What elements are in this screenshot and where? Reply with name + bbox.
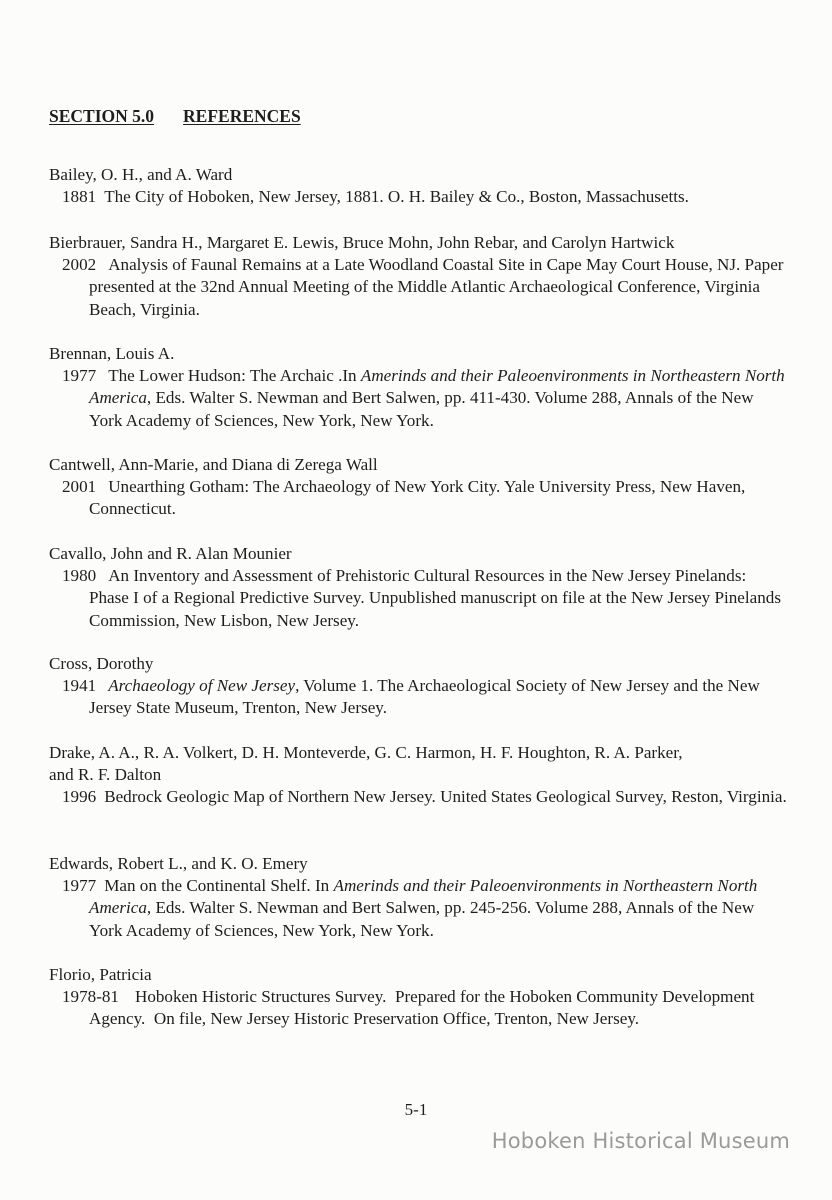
reference-year: 1977 — [62, 366, 97, 386]
reference-source-title: Amerinds and their Paleoenvironments in Northeastern North America — [89, 366, 785, 408]
reference-citation — [49, 476, 789, 520]
reference-entry — [49, 164, 789, 208]
reference-year: 1978-81 — [62, 987, 119, 1007]
reference-citation — [49, 565, 789, 632]
reference-year: 1977 — [62, 876, 97, 896]
reference-entry — [49, 232, 789, 321]
reference-text: Hoboken Historic Structures Survey. Prepared for the Hoboken Community Development Agency. On file, New Jersey Historic Preservation Office, Trenton, New Jersey. — [89, 987, 758, 1029]
reference-authors: Bierbrauer, Sandra H., Margaret E. Lewis, Bruce Mohn, John Rebar, and Carolyn Hartwick — [49, 233, 675, 252]
reference-year: 1881 — [62, 187, 97, 207]
reference-authors: Florio, Patricia — [49, 965, 152, 984]
reference-text: The City of Hoboken, New Jersey, 1881. O. H. Bailey & Co., Boston, Massachusetts. — [104, 187, 689, 207]
museum-watermark: Hoboken Historical Museum — [491, 1129, 790, 1153]
reference-citation — [49, 786, 789, 808]
reference-citation — [49, 986, 789, 1030]
reference-entry — [49, 742, 789, 809]
reference-text: Man on the Continental Shelf. In — [104, 876, 334, 896]
reference-year: 1941 — [62, 676, 97, 696]
reference-entry — [49, 543, 789, 632]
reference-entry — [49, 853, 789, 942]
reference-authors: Cross, Dorothy — [49, 654, 154, 673]
reference-year: 1996 — [62, 787, 97, 807]
reference-source-title: Archaeology of New Jersey — [108, 676, 296, 696]
reference-citation — [49, 186, 789, 208]
page-number — [0, 1100, 832, 1120]
reference-citation — [49, 675, 789, 719]
reference-authors: Cavallo, John and R. Alan Mounier — [49, 544, 292, 563]
reference-authors: Drake, A. A., R. A. Volkert, D. H. Monteverde, G. C. Harmon, H. F. Houghton, R. A. Parker, — [49, 743, 683, 762]
section-title: REFERENCES — [183, 106, 301, 126]
reference-text-continued: , Eds. Walter S. Newman and Bert Salwen, pp. 245-256. Volume 288, Annals of the New York Academy of Sciences, New York, New York. — [89, 898, 755, 940]
reference-citation — [49, 875, 789, 942]
page-number-text: 5-1 — [404, 1100, 428, 1119]
reference-text: An Inventory and Assessment of Prehistoric Cultural Resources in the New Jersey Pinelands: Phase I of a Regional Predictive Survey. Unpublished manuscript on file at the New Jersey Pinelands Commission, New Lisbon, New Jersey. — [89, 566, 781, 630]
reference-entry — [49, 964, 789, 1031]
reference-text: The Lower Hudson: The Archaic .In — [108, 366, 361, 386]
reference-authors-continued: and R. F. Dalton — [49, 765, 162, 785]
reference-year: 2001 — [62, 477, 97, 497]
section-number: SECTION 5.0 — [49, 106, 155, 126]
reference-year: 1980 — [62, 566, 97, 586]
reference-entry — [49, 343, 789, 432]
reference-authors: Edwards, Robert L., and K. O. Emery — [49, 854, 308, 873]
reference-source-title: Amerinds and their Paleoenvironments in Northeastern North America — [89, 876, 758, 918]
section-heading — [49, 106, 301, 127]
reference-text: Analysis of Faunal Remains at a Late Woodland Coastal Site in Cape May Court House, NJ. Paper presented at the 32nd Annual Meeting of the Middle Atlantic Archaeological Conference, Virginia Beach, Virginia. — [89, 255, 784, 319]
reference-year: 2002 — [62, 255, 97, 275]
reference-citation — [49, 365, 789, 432]
reference-text: Unearthing Gotham: The Archaeology of New York City. Yale University Press, New Haven, Connecticut. — [89, 477, 746, 519]
reference-entry — [49, 653, 789, 720]
reference-citation — [49, 254, 789, 321]
reference-authors: Bailey, O. H., and A. Ward — [49, 165, 233, 184]
reference-text-continued: , Eds. Walter S. Newman and Bert Salwen, pp. 411-430. Volume 288, Annals of the New York Academy of Sciences, New York, New York. — [89, 388, 754, 430]
reference-authors: Brennan, Louis A. — [49, 344, 175, 363]
reference-entry — [49, 454, 789, 521]
reference-authors: Cantwell, Ann-Marie, and Diana di Zerega Wall — [49, 455, 378, 474]
reference-text: Bedrock Geologic Map of Northern New Jersey. United States Geological Survey, Reston, Virginia. — [104, 787, 787, 807]
reference-text-continued: , Volume 1. The Archaeological Society of New Jersey and the New Jersey State Museum, Trenton, New Jersey. — [89, 676, 760, 718]
